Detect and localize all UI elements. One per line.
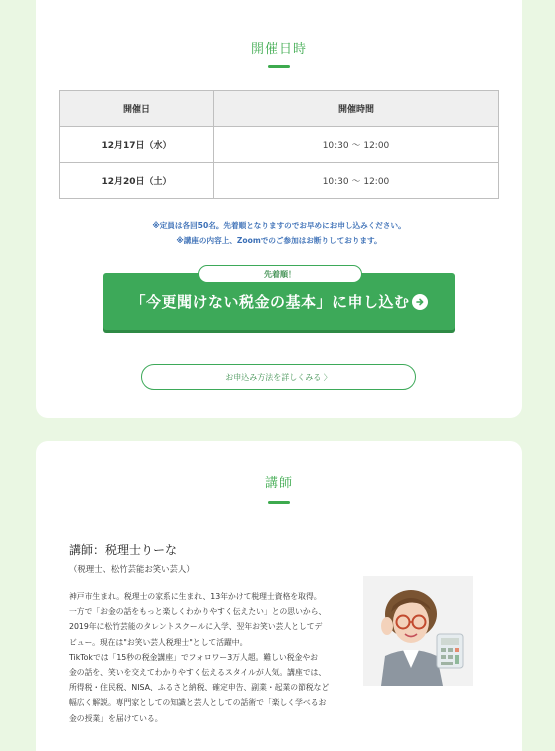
apply-cta (103, 269, 455, 330)
bio-line: 神戸市生まれ。税理士の家系に生まれ、13年かけて税理士資格を取得。 (69, 592, 322, 601)
lecturer-bio (69, 589, 354, 726)
bio-line: ビュー。現在は"お笑い芸人税理士"として活躍中。 (69, 637, 248, 647)
bio-line: 2019年に松竹芸能のタレントスクールに入学、翌年お笑い芸人としてデ (69, 622, 323, 632)
time-cell: 10:30 〜 12:00 (214, 127, 499, 163)
table-row (60, 163, 499, 199)
schedule-notes (36, 218, 522, 248)
note-zoom: ※講座の内容上、Zoomでのご参加はお断りしております。 (176, 236, 382, 245)
table-row (60, 127, 499, 163)
lecturer-name: 講師：税理士りーな (69, 543, 178, 557)
date-cell: 12月20日（土） (60, 163, 214, 199)
howto-link-button[interactable]: お申込み方法を詳しくみる 〉 (141, 364, 416, 390)
lecturer-subtitle: （税理士、松竹芸能お笑い芸人） (69, 564, 195, 574)
column-header-date: 開催日 (60, 91, 214, 127)
note-capacity: ※定員は各回50名。先着順となりますのでお早めにお申し込みください。 (152, 221, 406, 230)
lecturer-title: 講師 (264, 476, 293, 491)
schedule-title: 開催日時 (250, 42, 307, 57)
bio-line: 一方で「お金の話をもっと楽しくわかりやすく伝えたい」との思いから、 (69, 607, 327, 617)
lecturer-title-underline (268, 501, 290, 504)
schedule-table (59, 90, 499, 199)
column-header-time: 開催時間 (214, 91, 499, 127)
time-cell: 10:30 〜 12:00 (214, 163, 499, 199)
schedule-title-underline (268, 65, 290, 68)
apply-button-label: 「今更聞けない税金の基本」に申し込む (130, 293, 410, 311)
bio-line: 幅広く解説。専門家としての知識と芸人としての話術で「楽しく学べるお (69, 698, 327, 708)
table-header-row (60, 91, 499, 127)
arrow-right-circle-icon (412, 294, 428, 310)
date-cell: 12月17日（水） (60, 127, 214, 163)
lecturer-card (36, 441, 522, 751)
bio-line: 金の話を、笑いを交えてわかりやすく伝えるスタイルが人気。講座では、 (69, 668, 327, 678)
bio-line: TikTokでは「15秒の税金講座」でフォロワー3万人超。難しい税金やお (69, 652, 318, 662)
schedule-card (36, 0, 522, 418)
lecturer-photo (363, 576, 473, 686)
bio-line: 金の授業」を届けている。 (69, 713, 163, 723)
first-come-badge: 先着順！ (198, 265, 362, 283)
bio-line: 所得税・住民税、NISA、ふるさと納税、確定申告、副業・起業の節税など (69, 683, 330, 693)
